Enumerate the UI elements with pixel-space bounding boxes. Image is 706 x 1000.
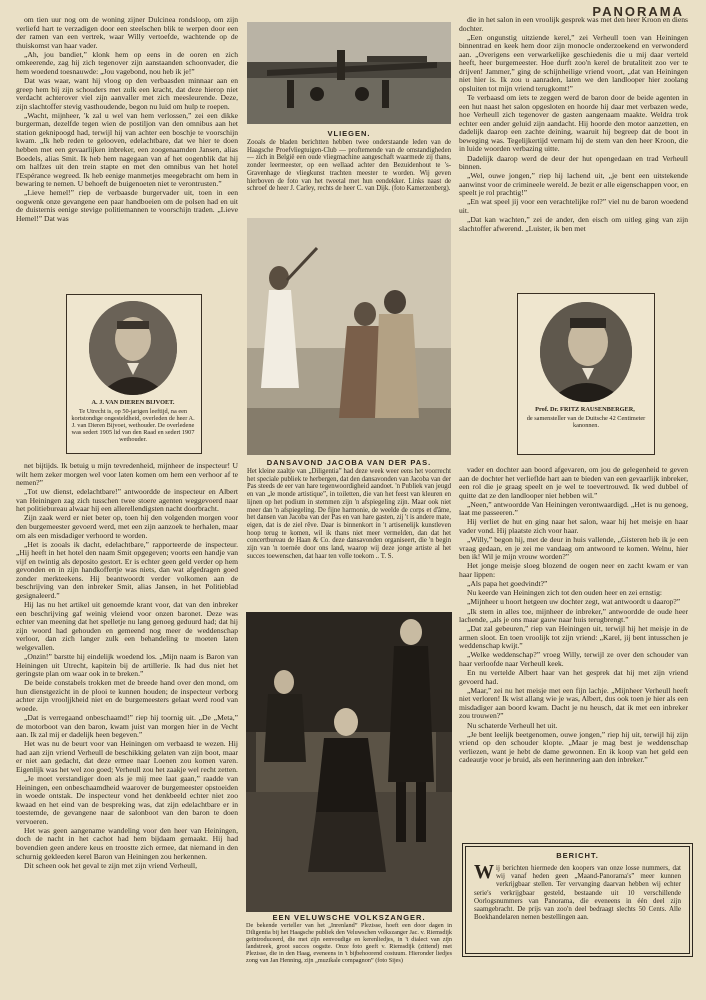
dansavond-title: DANSAVOND JACOBA VAN DER PAS. xyxy=(266,458,432,467)
paragraph: Nu keerde van Heiningen zich tot den ouden heer en zei ernstig: xyxy=(467,588,663,598)
vliegen-photo xyxy=(247,22,451,124)
airplane-photo-icon xyxy=(247,22,451,124)
paragraph: „Mijnheer u hoort hetgeen uw dochter zegt, wat antwoordt u daarop?” xyxy=(467,597,681,607)
notice-text: ij berichten hiermede den koopers van onze losse nummers, dat wij vanaf heden geen „Maand-Panorama's” meer kunnen verkrijgbaar stellen. Ter vervanging daarvan hebben wij echter serie's verkrijgbaar gesteld, bestaande uit 10 verschillende Oorlogsnummers van Panorama, die eveneens in één deel zijn saamgebracht. De prijs van zoo'n deel bedraagt slechts 50 Cents. Alle Boekhandelaren nemen bestellingen aan. xyxy=(474,864,681,922)
volkszanger-photo xyxy=(246,612,452,912)
notice-body xyxy=(466,860,689,921)
paragraph: „Ah, jou bandiet,” klonk hem op eens in de ooren en zich omkeerende, zag hij zich tegenover zijn aanstaanden schoonvader, die hem woedend toesnauwde: „Jou vagebond, nou heb ik je!” xyxy=(16,49,238,76)
masthead: PANORAMA xyxy=(592,4,684,19)
right-column-bottom xyxy=(459,466,688,836)
paragraph: Nu schaterde Verheull het uit. xyxy=(467,720,558,730)
portrait-name: A. J. VAN DIEREN BIJVOET. xyxy=(91,399,175,406)
paragraph: Het was geen aangename wandeling voor den heer van Heiningen, doch de nacht in het cachot had hem bijdaam gemaakt. Hij had bovendien geen andere keus en troostte zich ermee, dat niemand in den schurnig gekleeden kerel Baron van Heiningen zou herkennen. xyxy=(16,825,238,861)
paragraph: Te verbaasd om iets te zeggen werd de baron door de beide agenten in een hut naast het salon opgesloten en hoorde hij daar met verbazen wede, hoe Verheull zich tegenover de gasten aangenaam maakte. Weldra trok echter een ander geluid zijn aandacht. Hij hoorde den motor aanzetten, en dadelijk daarop een zachte deining, waaruit hij begreep dat de boot in beweging was. Tegelijkertijd vernam hij de stem van den heer Kroon, die in luide woorden verbazing uitte. xyxy=(459,93,688,154)
paragraph: om tien uur nog om de woning zijner Dulcinea rondsloop, om zijn verliefd hart te verzadigen door een steelschen blik te werpen door een der ramen van een vertrek, waar Willy vertoefde, wachtende op de thuiskomst van haar vader. xyxy=(16,16,238,50)
paragraph: „Onzin!” barstte hij eindelijk woedend los. „Mijn naam is Baron van Heiningen uit Utrecht, kapitein bij de artillerie. Ik had dus niet het geringste plan om waar ook in te breken.” xyxy=(16,652,238,679)
paragraph: „Dat is verregaand onbeschaamd!” riep hij toornig uit. „De „Meta,” de motorboot van den baron, kwam juist van morgen hier in de Vecht aan. Ik zal mij er dadelijk heen begeven.” xyxy=(16,713,238,740)
paragraph: Hij verliet de hut en ging naar het salon, waar hij het meisje en haar vader vond. Hij plaatste zich voor haar. xyxy=(459,517,688,536)
dansavond-caption: Het kleine zaaltje van „Diligentia” had deze week weer eens het voorrecht het speciale publiek te herbergen, dat den dansavonden van Jacoba van der Pas steeds de eer van hare tegenwoordigheid aandoet. 'n Publiek van jeugd en van „le monde artistique”, in toiletten, die van het feest van kleuren en lijnen op het podium in stemmen zijn 'n afspiegeling zijn. Maar ook niet meer dan 'n afspiegeling. De fijne harmonie, de weelde de corps et d'âme, het dansen van Jacoba van der Pas en van hare gasten, zij 't is andere mate, eigen, dat is de ziel rêve. Daar is binnenkort in 't artisenelijk kunstleven hoop terug te komen, wil ik thans niet meer vermelden, dan dat het concertbureau de Haan & Co. deze dansavonden organiseert, die 'n begin zijn van 'n toernée door ons land, waarop wij deze jonge artiste al het succes toewenschen, dat haar ten volle toekom .. T. S. xyxy=(247,468,451,560)
paragraph: vader en dochter aan boord afgevaren, om jou de gelegenheid te geven aan de dochter het verlieflde hart aan te bieden van een gevaarlijk inbreker, een rol die je graag speelt en je wel te toevertrouwd. Ik wed dubbel of quitte dat ze den landlooper niet hebben wil.” xyxy=(459,466,688,500)
left-column-bottom xyxy=(16,462,238,994)
dancers-photo-icon xyxy=(247,218,451,455)
paragraph: „Maar,” zei nu het meisje met een fijn lachje. „Mijnheer Verheull heeft niet verloren! Ik wist allang wie je was, Albert, dus ook toen je hier als een misdadiger aan boord kwam. Dacht je nu heusch, dat ik met een inbreker zou trouwen?” xyxy=(459,685,688,721)
paragraph: Dit scheen ook het geval te zijn met zijn vriend Verheull, xyxy=(24,860,197,870)
man-portrait-icon xyxy=(540,302,632,402)
right-column-top xyxy=(459,16,688,278)
bericht-notice xyxy=(465,846,690,954)
paragraph: De beide constabels trokken met de breede hand over den mond, om hun dienstgezicht in de plooi te kunnen houden; de inspecteur verborg achter zijn vrooljjkheid niet en de burgemeesters gelaat werd rood van woede. xyxy=(16,678,238,713)
left-column-top xyxy=(16,16,238,288)
portrait-photo-rausenberger xyxy=(540,302,632,402)
portrait-frame-right xyxy=(517,293,655,455)
notice-title: BERICHT. xyxy=(556,851,599,860)
dansavond-photo xyxy=(247,218,451,455)
singers-photo-icon xyxy=(246,612,452,912)
paragraph: die in het salon in een vroolijk gesprek was met den heer Kroon en diens dochter. xyxy=(459,16,688,33)
paragraph: Zijn zaak werd er niet beter op, toen hij den volgenden morgen voor den burgemeester gevoerd werd, met een zijn aanzoek te herhalen, maar om als een misdadiger verhoord te worden. xyxy=(16,513,238,540)
paragraph: „Ik stem in alles toe, mijnheer de inbreker,” antwoordde de oude heer lachende, „als je ons maar gauw naar huis terugbrengt.” xyxy=(459,606,688,625)
paragraph: net bijtijds. Ik betuig u mijn tevredenheid, mijnheer de inspecteur! U wilt hem zeker morgen wel voor laten komen om hem een verhoor af te nemen?” xyxy=(16,462,238,488)
man-portrait-icon xyxy=(89,301,177,395)
paragraph: „Tot uw dienst, edelachtbare!” antwoordde de inspecteur en Albert van Heiningen zag zich tusschen twee stoere agenten weggevoerd naar het politiebureau alwaar hij een allerellendigsten nacht doorbracht. xyxy=(16,487,238,514)
paragraph: „Je bent leelijk beetgenomen, ouwe jongen,” riep hij uit, terwijl hij zijn vriend op den schouder klopte. „Maar je mag best je weddenschap verliezen, want je hebt de dame gewonnen. En ik koop van het geld een cadeautje voor je bruid, als een herinnering aan den inbreker.” xyxy=(459,729,688,765)
portrait-caption: de samensteller van de Duitsche 42 Centimeter kanonnen. xyxy=(526,415,646,429)
paragraph: „Dat zal gebeuren,” riep van Heiningen uit, terwijl hij het meisje in de armen sloot. En toen vroolijk tot zijn vriend: „Karel, jij bent intusschen je weddenschap kwijt.” xyxy=(459,624,688,651)
paragraph: „Wacht, mijnheer, 'k zal u wel van hem verlossen,” zei een dikke burgerman, dezelfde tegen wien de postiljon van den omnibus aan het station geknipoogd had, terwijl hij van achter een boschje te voorschijn kwam. „Ik heb reden te gelooven, edelachtbare, dat we hier te doen hebben met een gevaarlijken inbreker, een zoogenaamden Jansen, alias Boedels, alias Smit. Ik heb hem nagegaan van af het oogenblik dat hij om halfzes uit den trein stapte en met den omnibus van het hotel l'Espérance wegreed. Ik heb eenige manmetjes meegebracht om hem in bewaring te nemen. U behoeft de buigenoeten niet te verontrusten.” xyxy=(16,110,238,189)
portrait-caption: Te Utrecht is, op 50-jarigen leeftijd, na een kortstondige ongesteldheid, overleden de heer A. J. van Dieren Bijvoet, wethouder. De overledene was sedert 1905 lid van den Raad en sedert 1907 wethouder. xyxy=(71,408,195,443)
paragraph: „Als papa het goedvindt?” xyxy=(467,579,548,589)
paragraph: „Wel, ouwe jongen,” riep hij lachend uit, „je bent een uitstekende aanwinst voor de crimineele wereld. Je bezit er alle eigenschappen voor, en speelt je rol prachtig!” xyxy=(459,171,688,198)
volkszanger-caption: De bekende verteller van het „Inrenland” Plezisse, hoeft een door dagen in Diligentia bij het Haagsche publiek den Veluwschen volkszanger Jac. v. Riemsdijk geïntroduceerd, die met zijn eenvoudige en kerenliedjes, in 't dialect van zijn landstreek, groot succes oogstte. Onze foto geeft v. Riemsdijk (zittend) met Plezisse, die in den Haag, eveneens in 't bijbehoorend costuum. Hieronder liedjes zong van Jan Henning, zijn „muzikale compagnon” (foto Sijes) xyxy=(246,922,452,964)
drop-cap: W xyxy=(474,861,494,883)
portrait-frame-left xyxy=(66,294,202,454)
portrait-photo-van-dieren-bijvoet xyxy=(89,301,177,395)
volkszanger-title: EEN VELUWSCHE VOLKSZANGER. xyxy=(272,913,426,922)
paragraph: Dadelijk daarop werd de deur der hut opengedaan en trad Verheull binnen. xyxy=(459,153,688,172)
paragraph: „Een ongunstig uitziende kerel,” zei Verheull toen van Heiningen binnentrad en keek hem door zijn monocle onderzoekend en verwonderd aan. „Overigens een verwarkelijke geschiedenis die u mij daar verteld heeft, heer burgemeester. Hoe durft zoo'n kerel de brutaliteit zoo ver te drijven! Jammer,” ging de schijnheilige vriend voort, „dat van Heiningen niet hier is. Ik zou u aanraden, laten we den landlooper hier zoolang opsluiten tot mijn vriend terugkomt!” xyxy=(459,32,688,93)
paragraph: Hij las nu het artikel uit genoemde krant voor, dat van den inbreker een beschrijving gaf weinig vleiend voor onzen baronet. Deze was echter van meening dat het spelletje nu lang genoeg geduurd had; dat hij zijn woord had gehouden en gemeend nog meer de weddenschap verloor, dan zich langer zulk een behandeling te moeten laten welgevallen. xyxy=(16,600,238,652)
vliegen-caption: Zooals de bladen berichtten hebben twee onderstaande leden van de Haagsche Proefvliegtuigen-Club — proftemende van de omstandigheden — zich in België een oude vliegmachine aangeschaft waarmede zij thans, zonder leermeester, op een wellaad achter den Bezuidenhout te 's-Gravenhage de vliegkunst trachten meester te worden. Wij geven hierboven de foto van het tweetal met hun eendekker. Links naast de schroef de heer J. Carley, rechts de heer C. van Dijk. (foto Kamerzenberg). xyxy=(247,139,451,193)
paragraph: „Neen,” antwoordde Van Heiningen verontwaardigd. „Het is nu genoeg, laat me passeeren.” xyxy=(459,499,688,518)
paragraph: „En wat speel jij voor een verachtelijke rol?” viel nu de baron woedend uit. xyxy=(459,197,688,215)
portrait-name: Prof. Dr. FRITZ RAUSENBERGER, xyxy=(535,406,635,413)
paragraph: „Lieve hemel!” riep de verbaasde burgervader uit, toen in een oogwenk onze gevangene een paar handboeien om de polsen had en uit de duisternis eenige stevige politiemannen te voorschijn traden. „Lieve Hemel!” Dat was xyxy=(16,188,238,223)
paragraph: „Welke weddenschap?” vroeg Willy, terwijl ze over den schouder van haar verloofde naar Verheull keek. xyxy=(459,650,688,668)
paragraph: „Het is zooals ik dacht, edelachtbare,” rapporteerde de inspecteur. „Hij heeft in het hotel den naam Smit opgegeven; voorts een handje van vijf en twintig als deposito gestort. Er is echter geen geld verder op hem gevonden en in zijn handkoffertje was niets, dan wat afgedragen goed zonder merkteekens. Hij beantwoordt verder volkomen aan de beschrijving van den inbreker Smit, alias Jansen, in het Politieblad gesignaleerd.” xyxy=(16,539,238,600)
vliegen-title: VLIEGEN. xyxy=(327,129,371,138)
paragraph: „Je moet verstandiger doen als je mij mee laat gaan,” raadde van Heiningen, een onbeschaamdheid waarover de burgemeester opstoeiden in woede ontstak. De inspecteur vond het denkbeeld echter niet zoo kwaad en het eind van de bespreking was, dat zijn edelachtbare er in toestemde, de gevangene naar de salonboot van den baron te doen vervoeren. xyxy=(16,774,238,826)
paragraph: „Willy,” begon hij, met de deur in huis vallende, „Gisteren heb ik je een vraag gedaan, en je zei me vandaag om antwoord te komen. Welnu, hier ben ik! Wil je mijn vrouw worden?” xyxy=(459,535,688,562)
paragraph: Het jonge meisje sloeg blozend de oogen neer en zacht kwam er van haar lippen: xyxy=(459,561,688,579)
paragraph: En nu vertelde Albert haar van het gesprek dat hij met zijn vriend gevoerd had. xyxy=(459,668,688,686)
paragraph: Het was nu de beurt voor van Heiningen om verbaasd te wezen. Hij had aan zijn vriend Verheull de beschikking gelaten van zijn boot, maar er niet aan gedacht, dat deze ermee naar Loenen zou komen varen. Eigenlijk was het wel zoo goed; Verheull zou het zaakje wel recht zetten. xyxy=(16,739,238,774)
paragraph: „Dat kan wachten,” zei de ander, den eisch om uitleg ging van zijn slachtoffer afwerend. „Luister, ik ben met xyxy=(459,215,688,233)
paragraph: Dat was waar, want hij vloog op den verbaasden minnaar aan en greep hem bij zijn schouders met zulk een kracht, dat deze hierop niet verdacht achterover viel zijn aanvaller met zich meesleurende. Deze, zijn slachtoffer stevig vasthoudende, begon nu luid om hulp te roepen. xyxy=(16,76,238,111)
